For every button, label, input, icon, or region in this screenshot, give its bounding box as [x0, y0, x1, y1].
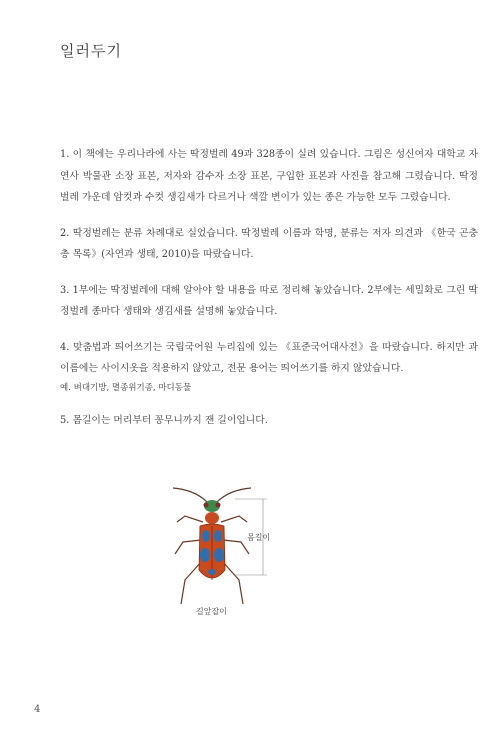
beetle-figure	[155, 482, 305, 632]
note-item-3: 3. 1부에는 딱정벌레에 대해 알아야 할 내용을 따로 정리해 놓았습니다. 2부에는 세밀화로 그린 딱정벌레 종마다 생태와 생김새를 설명해 놓았습니다.	[60, 284, 478, 317]
note-item-4-text: 4. 맞춤법과 띄어쓰기는 국립국어원 누리집에 있는 《표준국어대사전》을 따랐습니다. 하지만 과 이름에는 사이시옷을 적용하지 않았고, 전문 용어는 띄어쓰기를 하지 않았습니다.	[60, 341, 478, 374]
length-label: 몸길이	[247, 533, 271, 542]
note-item-2: 2. 딱정벌레는 분류 차례대로 실었습니다. 딱정벌레 이름과 학명, 분류는 저자 의견과 《한국 곤충 총 목록》(자연과 생태, 2010)을 따랐습니다.	[60, 227, 478, 260]
beetle-illustration	[155, 482, 305, 632]
note-item-4	[60, 337, 478, 396]
page-heading: 일러두기	[60, 42, 122, 60]
notes-list	[60, 144, 478, 431]
note-item-4-example: 예. 벼대기방, 멸종위기종, 마디동물	[60, 382, 192, 393]
species-label: 길앞잡이	[196, 607, 227, 616]
note-item-5: 5. 몸길이는 머리부터 꽁무니까지 잰 길이입니다.	[60, 414, 268, 426]
page-number: 4	[34, 704, 41, 715]
note-item-1: 1. 이 책에는 우리나라에 사는 딱정벌레 49과 328종이 실려 있습니다. 그림은 성신여자 대학교 자연사 박물관 소장 표본, 저자와 감수자 소장 표본, 구입한 표본과 사진을 참고해 그렸습니다. 딱정벌레 가운데 암컷과 수컷 생김새가 다르거나 색깔 변이가 있는 종은 가능한 모두 그렸습니다.	[60, 149, 478, 203]
